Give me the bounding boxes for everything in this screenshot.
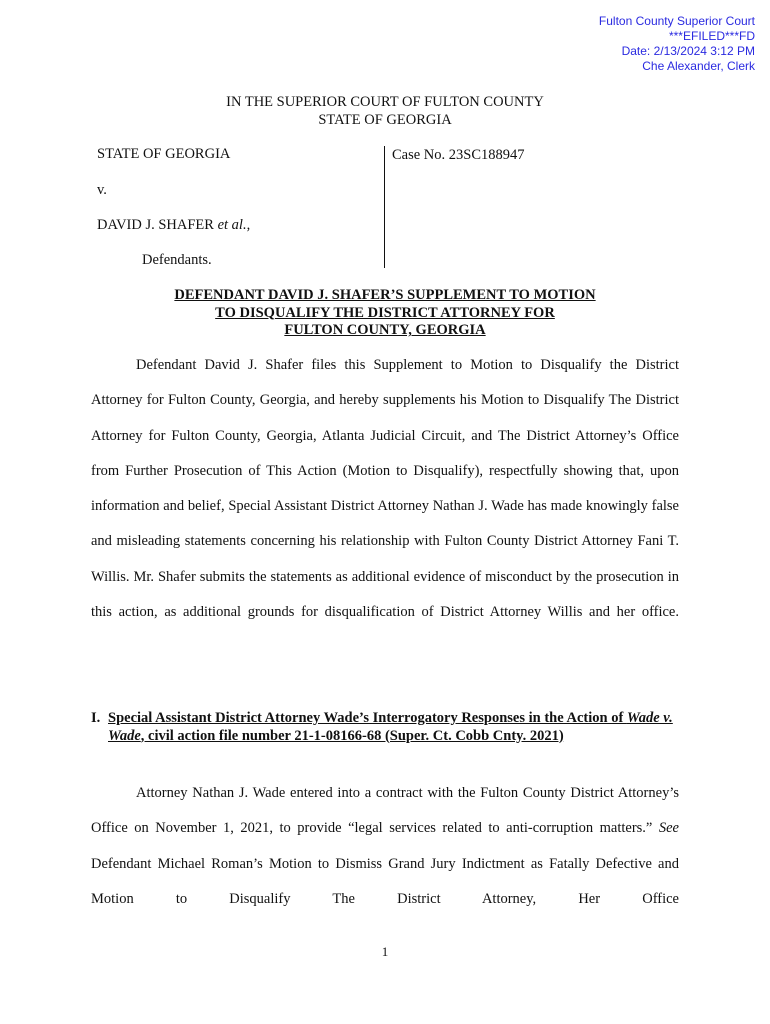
court-name: IN THE SUPERIOR COURT OF FULTON COUNTY — [226, 94, 544, 110]
p2-part-1: Attorney Nathan J. Wade entered into a contract with the Fulton County District Attorney’s Office on November 1, 2021, to provide “legal services related to anti-corruption matters.” — [91, 785, 679, 837]
efile-stamp — [599, 14, 755, 74]
stamp-clerk: Che Alexander, Clerk — [642, 59, 755, 73]
defendants-label: Defendants. — [142, 252, 212, 268]
heading-case-name: Wade v. Wade — [108, 710, 673, 744]
title-line-3: FULTON COUNTY, GEORGIA — [284, 322, 486, 338]
stamp-court: Fulton County Superior Court — [598, 14, 755, 28]
versus: v. — [97, 182, 107, 198]
document-title — [0, 287, 770, 340]
p2-see: See — [658, 820, 679, 837]
stamp-efiled: ***EFILED***FD — [668, 29, 755, 43]
case-number: Case No. 23SC188947 — [392, 147, 525, 163]
page-number: 1 — [381, 944, 389, 959]
defendant-comma: , — [246, 217, 251, 233]
section-number: I. — [91, 710, 101, 726]
defendant — [97, 217, 250, 234]
defendant-etal: et al. — [217, 217, 247, 233]
title-line-2: TO DISQUALIFY THE DISTRICT ATTORNEY FOR — [215, 304, 555, 321]
stamp-date: Date: 2/13/2024 3:12 PM — [621, 44, 755, 58]
court-state: STATE OF GEORGIA — [318, 111, 452, 128]
heading-part-2: , civil action file number 21-1-08166-68 (Super. Ct. Cobb Cnty. 2021) — [140, 727, 564, 744]
section-heading-1 — [91, 710, 681, 745]
heading-part-1: Special Assistant District Attorney Wade’s Interrogatory Responses in the Action of — [108, 710, 627, 726]
section-heading-text — [108, 710, 681, 745]
p2-part-2: Defendant Michael Roman’s Motion to Dismiss Grand Jury Indictment as Fatally Defective and Motion to Disqualify The District Attorney, Her Office — [91, 855, 679, 907]
court-header — [0, 94, 770, 129]
defendant-name: DAVID J. SHAFER — [97, 217, 218, 233]
paragraph-1: Defendant David J. Shafer files this Supplement to Motion to Disqualify the District Attorney for Fulton County, Georgia, and hereby supplements his Motion to Disqualify The District Attorney for Fulton County, Georgia, Atlanta Judicial Circuit, and The District Attorney’s Office from Further Prosecution of This Action (Motion to Disqualify), respectfully showing that, upon information and belief, Special Assistant District Attorney Nathan J. Wade has made knowingly false and misleading statements concerning his relationship with Fulton County District Attorney Fani T. Willis. Mr. Shafer submits the statements as additional evidence of misconduct by the prosecution in this action, as additional grounds for disqualification of District Attorney Willis and her office. — [91, 357, 679, 621]
paragraph-2 — [91, 776, 679, 917]
title-line-1: DEFENDANT DAVID J. SHAFER’S SUPPLEMENT TO MOTION — [174, 287, 596, 303]
caption-divider — [384, 146, 385, 268]
plaintiff: STATE OF GEORGIA — [97, 146, 231, 162]
